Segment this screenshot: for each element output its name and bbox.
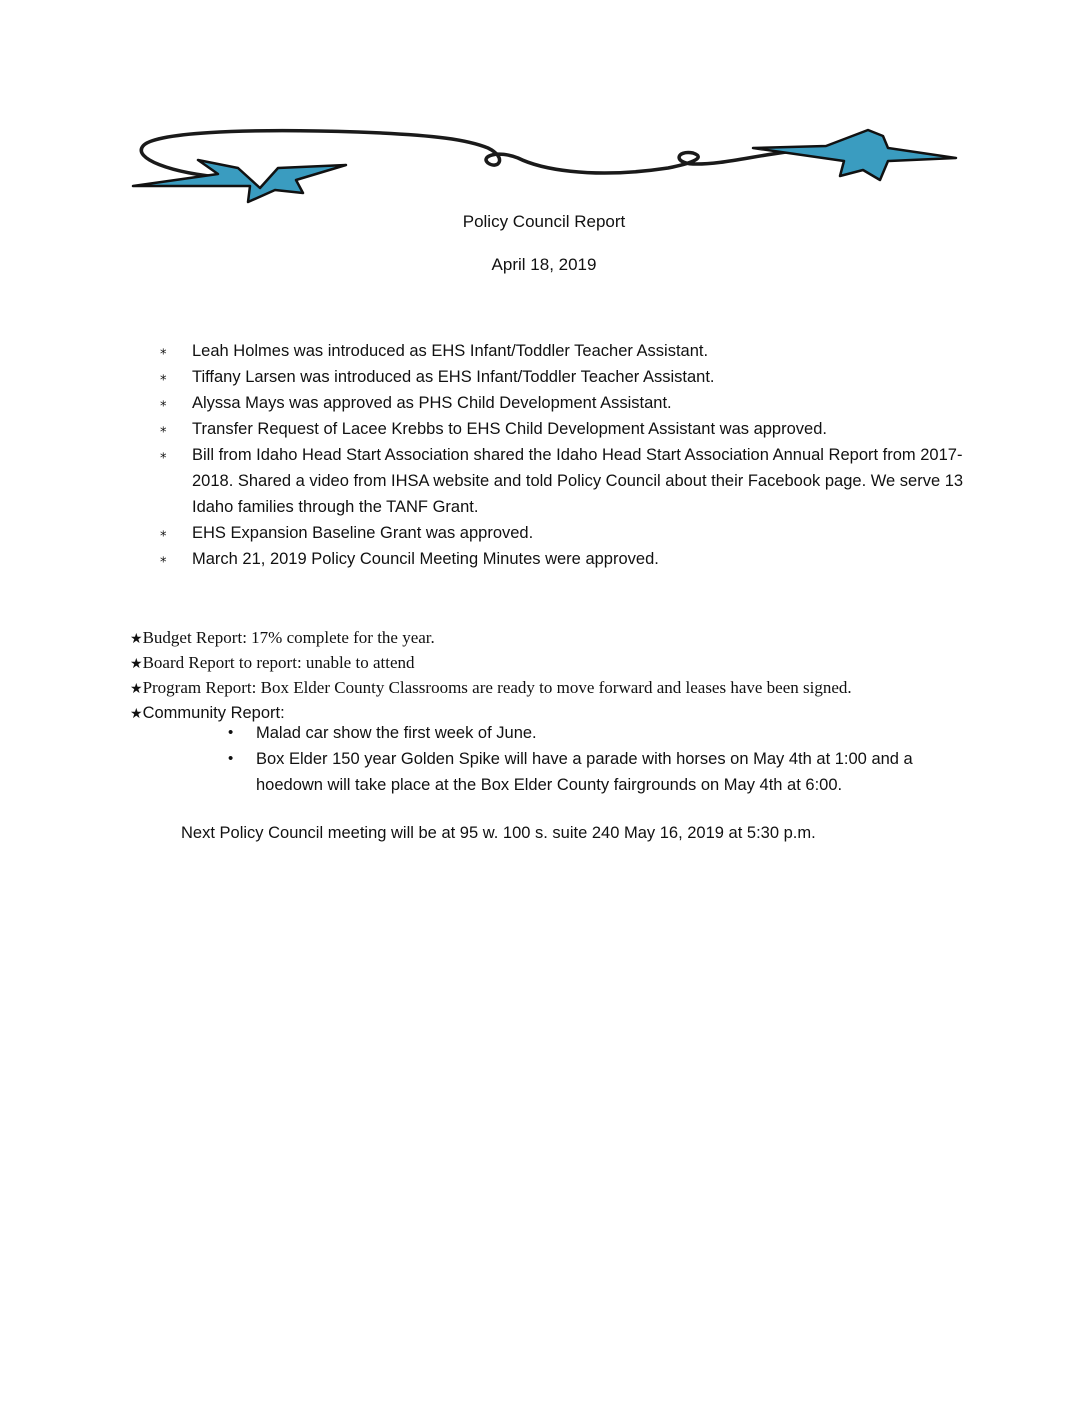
star-icon [753, 130, 956, 180]
program-report: ★Program Report: Box Elder County Classrooms are ready to move forward and leases have been signed. [130, 678, 852, 697]
board-report: ★Board Report to report: unable to attend [130, 653, 415, 672]
star-swirl-banner [128, 118, 960, 218]
reports-list [130, 626, 970, 726]
star-bullet-icon: ★ [130, 656, 143, 672]
list-item: ⁎ Tiffany Larsen was introduced as EHS Infant/Toddler Teacher Assistant. [158, 364, 968, 390]
asterisk-bullet-icon: ⁎ [160, 551, 167, 566]
list-item: ⁎ March 21, 2019 Policy Council Meeting Minutes were approved. [158, 546, 968, 572]
list-item: ⁎ Alyssa Mays was approved as PHS Child Development Assistant. [158, 390, 968, 416]
report-date: April 18, 2019 [491, 255, 597, 274]
bullet-dot-icon: • [228, 750, 234, 767]
list-item: ⁎ EHS Expansion Baseline Grant was approved. [158, 520, 968, 546]
list-item: ⁎ Transfer Request of Lacee Krebbs to EHS Child Development Assistant was approved. [158, 416, 968, 442]
asterisk-bullet-icon: ⁎ [160, 447, 167, 462]
community-list [228, 720, 964, 798]
report-title: Policy Council Report [462, 212, 626, 231]
list-item: ⁎ Leah Holmes was introduced as EHS Infant/Toddler Teacher Assistant. [158, 338, 968, 364]
asterisk-bullet-icon: ⁎ [160, 343, 167, 358]
agenda-list [158, 338, 968, 572]
asterisk-bullet-icon: ⁎ [160, 369, 167, 384]
list-item: • Malad car show the first week of June. [254, 720, 964, 746]
community-report-heading: ★Community Report: [130, 704, 285, 722]
star-bullet-icon: ★ [130, 631, 143, 647]
swirl-line [141, 131, 828, 178]
next-meeting-note: Next Policy Council meeting will be at 95 w. 100 s. suite 240 May 16, 2019 at 5:30 p.m. [181, 824, 816, 842]
bullet-dot-icon: • [228, 724, 234, 741]
list-item: • Box Elder 150 year Golden Spike will have a parade with horses on May 4th at 1:00 and a hoedown will take place at the Box Elder County fairgrounds on May 4th at 6:00. [254, 746, 964, 798]
list-item: ⁎ Bill from Idaho Head Start Association shared the Idaho Head Start Association Annual Report from 2017-2018. Shared a video from IHSA website and told Policy Council about their Facebook page. We serve 13 Idaho families through the TANF Grant. [158, 442, 968, 520]
star-bullet-icon: ★ [130, 706, 143, 722]
asterisk-bullet-icon: ⁎ [160, 525, 167, 540]
star-bullet-icon: ★ [130, 681, 143, 697]
asterisk-bullet-icon: ⁎ [160, 421, 167, 436]
budget-report: ★Budget Report: 17% complete for the year. [130, 628, 435, 647]
asterisk-bullet-icon: ⁎ [160, 395, 167, 410]
